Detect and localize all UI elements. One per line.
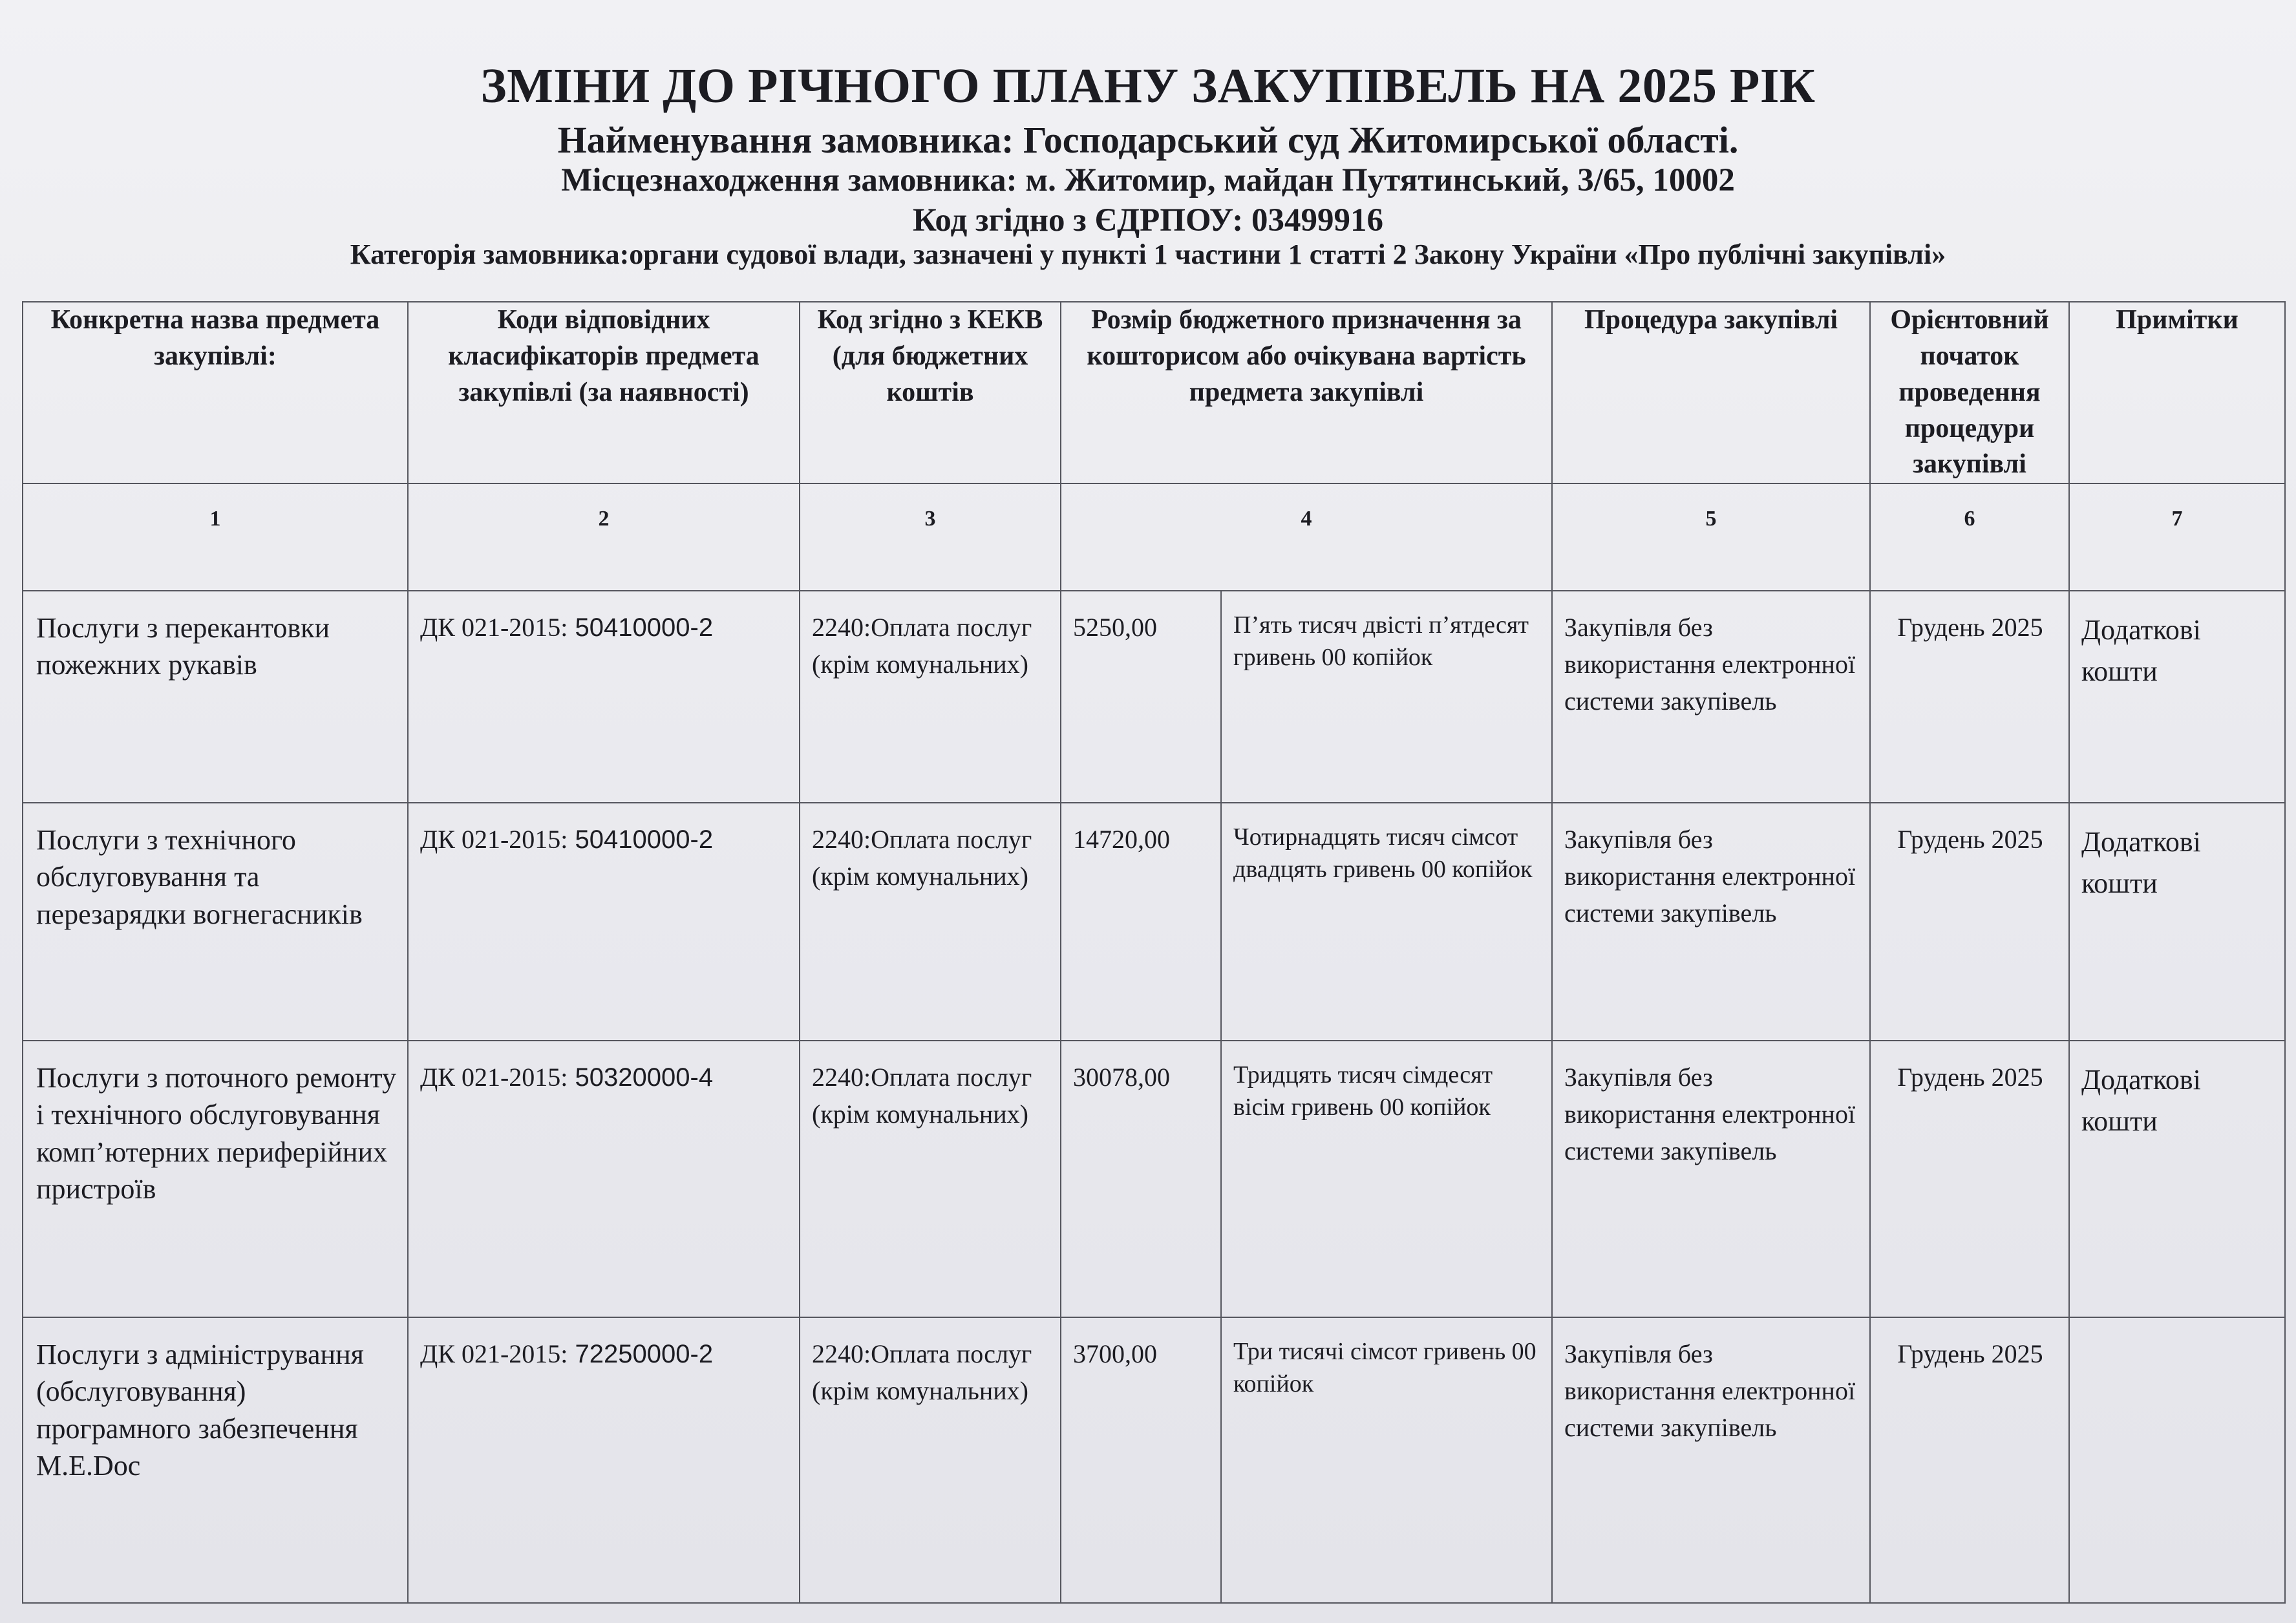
notes: Додаткові кошти — [2081, 614, 2201, 688]
amount-in-words: П’ять тисяч двісті п’ятдесят гривень 00 копійок — [1233, 611, 1529, 671]
classifier-prefix: ДК 021-2015: — [420, 613, 568, 642]
table-header-row — [23, 302, 2285, 483]
column-number: 2 — [408, 483, 800, 591]
column-header-name: Конкретна назва предмета закупівлі: — [23, 302, 408, 483]
procurement-procedure: Закупівля без використання електронної системи закупівель — [1564, 1339, 1856, 1442]
item-name: Послуги з поточного ремонту і технічного обслуговування комп’ютерних периферійних пристроїв — [36, 1062, 397, 1205]
amount-value: 30078,00 — [1073, 1063, 1170, 1092]
classifier-value: 50320000-4 — [575, 1063, 714, 1092]
amount-in-words: Тридцять тисяч сімдесят вісім гривень 00 копійок — [1233, 1061, 1493, 1121]
item-name: Послуги з перекантовки пожежних рукавів — [36, 612, 330, 681]
classifier-code — [409, 1318, 799, 1373]
column-number: 5 — [1552, 483, 1870, 591]
customer-location: Місцезнаходження замовника: м. Житомир, майдан Путятинський, 3/65, 10002 — [561, 162, 1735, 198]
classifier-code — [409, 803, 799, 858]
classifier-value: 50410000-2 — [575, 825, 714, 854]
classifier-code — [409, 591, 799, 646]
notes: Додаткові кошти — [2081, 1064, 2201, 1138]
classifier-prefix: ДК 021-2015: — [420, 1339, 568, 1369]
notes — [2070, 1318, 2284, 1336]
column-number: 1 — [23, 483, 408, 591]
column-number: 7 — [2069, 483, 2285, 591]
classifier-value: 72250000-2 — [575, 1340, 714, 1369]
customer-name: Найменування замовника: Господарський суд Житомирської області. — [557, 119, 1739, 161]
kekv-code: 2240:Оплата послуг (крім комунальних) — [812, 1063, 1032, 1129]
classifier-value: 50410000-2 — [575, 613, 714, 642]
procedure-start: Грудень 2025 — [1897, 1339, 2043, 1369]
column-header-notes: Примітки — [2069, 302, 2285, 483]
column-header-start: Орієнтовний початок проведення процедури закупівлі — [1870, 302, 2069, 483]
amount-value: 3700,00 — [1073, 1339, 1157, 1369]
classifier-code — [409, 1041, 799, 1096]
column-number: 4 — [1061, 483, 1552, 591]
amount-in-words: Три тисячі сімсот гривень 00 копійок — [1233, 1338, 1536, 1397]
kekv-code: 2240:Оплата послуг (крім комунальних) — [812, 613, 1032, 679]
column-header-amount: Розмір бюджетного призначення за кошторисом або очікувана вартість предмета закупівлі — [1061, 302, 1552, 483]
kekv-code: 2240:Оплата послуг (крім комунальних) — [812, 1339, 1032, 1406]
column-number: 3 — [800, 483, 1061, 591]
procurement-procedure: Закупівля без використання електронної системи закупівель — [1564, 613, 1856, 716]
procedure-start: Грудень 2025 — [1897, 825, 2043, 854]
classifier-prefix: ДК 021-2015: — [420, 1063, 568, 1092]
amount-value: 5250,00 — [1073, 613, 1157, 642]
table-row — [23, 591, 2285, 803]
customer-category: Категорія замовника:органи судової влади, зазначені у пункті 1 частини 1 статті 2 Закону України «Про публічні закупівлі» — [350, 239, 1946, 270]
item-name: Послуги з технічного обслуговування та перезарядки вогнегасників — [36, 824, 363, 930]
procurement-table — [22, 301, 2286, 1604]
procurement-procedure: Закупівля без використання електронної системи закупівель — [1564, 825, 1856, 928]
amount-in-words: Чотирнадцять тисяч сімсот двадцять гривень 00 копійок — [1233, 823, 1533, 883]
document-title: ЗМІНИ ДО РІЧНОГО ПЛАНУ ЗАКУПІВЕЛЬ НА 2025 РІК — [480, 59, 1816, 113]
table-row — [23, 1317, 2285, 1603]
procedure-start: Грудень 2025 — [1897, 613, 2043, 642]
column-header-kekv: Код згідно з КЕКВ (для бюджетних коштів — [800, 302, 1061, 483]
column-number: 6 — [1870, 483, 2069, 591]
item-name: Послуги з адміністрування (обслуговування) програмного забезпечення M.E.Doc — [36, 1339, 364, 1481]
column-number-row — [23, 483, 2285, 591]
column-header-procedure: Процедура закупівлі — [1552, 302, 1870, 483]
table-row — [23, 803, 2285, 1041]
customer-edrpou-code: Код згідно з ЄДРПОУ: 03499916 — [912, 202, 1384, 239]
kekv-code: 2240:Оплата послуг (крім комунальних) — [812, 825, 1032, 891]
table-row — [23, 1041, 2285, 1317]
amount-value: 14720,00 — [1073, 825, 1170, 854]
notes: Додаткові кошти — [2081, 826, 2201, 900]
procurement-procedure: Закупівля без використання електронної системи закупівель — [1564, 1063, 1856, 1165]
procedure-start: Грудень 2025 — [1897, 1063, 2043, 1092]
classifier-prefix: ДК 021-2015: — [420, 825, 568, 854]
column-header-classifier-codes: Коди відповідних класифікаторів предмета закупівлі (за наявності) — [408, 302, 800, 483]
